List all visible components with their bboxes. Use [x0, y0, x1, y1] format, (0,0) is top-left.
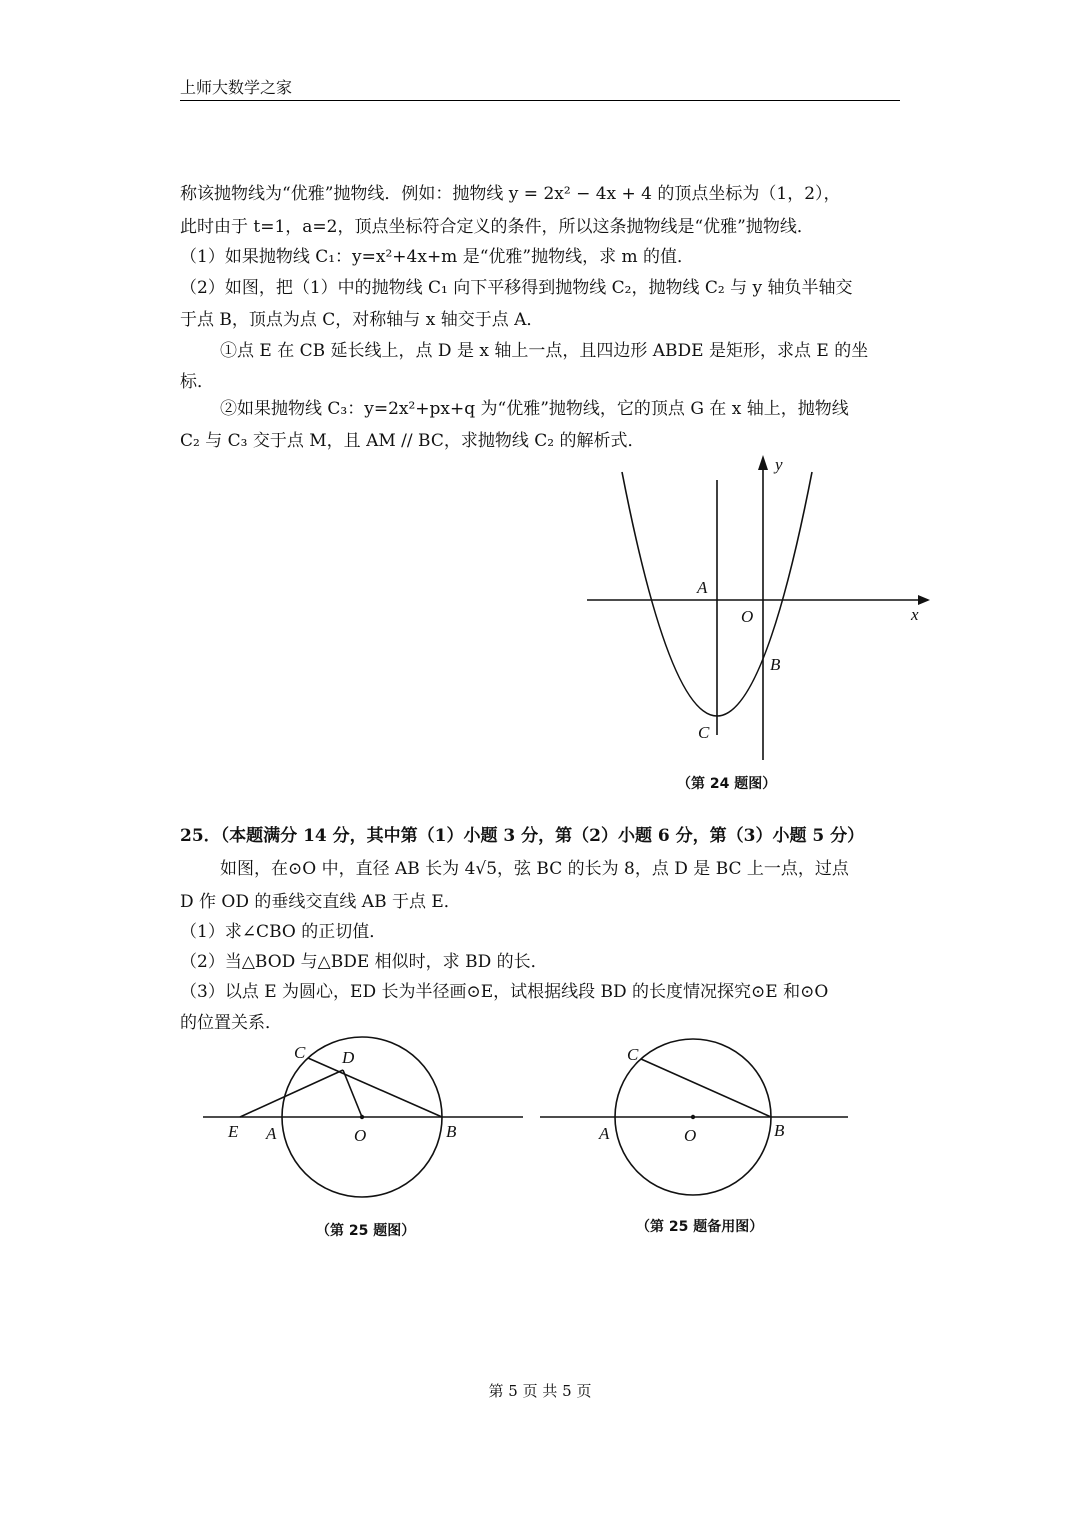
figure-24-caption: （第 24 题图） [677, 776, 777, 792]
figure-25-backup-caption: （第 25 题备用图） [636, 1219, 764, 1235]
segment-ed [240, 1070, 343, 1117]
x-axis-arrow [918, 595, 930, 605]
label-a: A [266, 1124, 277, 1143]
label-c: C [294, 1043, 306, 1062]
chord-bc [641, 1059, 771, 1117]
label-a: A [599, 1124, 610, 1143]
center-o [360, 1115, 364, 1119]
page-header [180, 78, 900, 101]
q24-line-3: （1）如果抛物线 C₁：y=x²+4x+m 是“优雅”抛物线，求 m 的值． [180, 247, 695, 267]
q25-line-1: 如图，在⊙O 中，直径 AB 长为 4√5，弦 BC 的长为 8，点 D 是 BC 上一点，过点 [220, 859, 849, 879]
figure-25-caption: （第 25 题图） [316, 1223, 416, 1239]
q24-line-2: 此时由于 t=1，a=2，顶点坐标符合定义的条件，所以这条抛物线是“优雅”抛物线． [180, 217, 814, 237]
q24-line-6: ①点 E 在 CB 延长线上，点 D 是 x 轴上一点，且四边形 ABDE 是矩形，求点 E 的坐 [220, 341, 869, 361]
q25-line-6: 的位置关系． [180, 1013, 282, 1033]
q25-heading: 25．（本题满分 14 分，其中第（1）小题 3 分，第（2）小题 6 分，第（3）小题 5 分） [180, 826, 865, 846]
label-a: A [697, 578, 708, 597]
label-o: O [354, 1126, 367, 1145]
figure-25 [195, 1035, 535, 1195]
center-o [691, 1115, 695, 1119]
label-o: O [684, 1126, 697, 1145]
header-title: 上师大数学之家 [180, 78, 293, 97]
q25-line-2: D 作 OD 的垂线交直线 AB 于点 E． [180, 892, 461, 912]
q24-line-7: 标． [180, 372, 214, 392]
label-d: D [342, 1048, 355, 1067]
label-o: O [741, 607, 754, 626]
y-axis-arrow [758, 455, 768, 470]
chord-bc [308, 1058, 442, 1117]
q24-line-9: C₂ 与 C₃ 交于点 M，且 AM // BC，求抛物线 C₂ 的解析式． [180, 431, 645, 451]
label-c: C [627, 1045, 639, 1064]
page-footer: 第 5 页 共 5 页 [488, 1382, 592, 1400]
q25-line-3: （1）求∠CBO 的正切值． [180, 922, 387, 942]
q25-line-5: （3）以点 E 为圆心，ED 长为半径画⊙E，试根据线段 BD 的长度情况探究⊙E 和⊙O [180, 982, 829, 1002]
q24-line-4: （2）如图，把（1）中的抛物线 C₁ 向下平移得到抛物线 C₂，抛物线 C₂ 与 y 轴负半轴交 [180, 278, 853, 298]
label-e: E [228, 1122, 239, 1141]
label-b: B [770, 655, 781, 674]
label-b: B [774, 1121, 785, 1140]
q25-line-4: （2）当△BOD 与△BDE 相似时，求 BD 的长． [180, 952, 548, 972]
q24-line-1: 称该抛物线为“优雅”抛物线．例如：抛物线 y = 2x² − 4x + 4 的顶点坐标为（1，2）， [180, 184, 841, 204]
figure-25-backup [535, 1035, 855, 1195]
label-y: y [775, 455, 783, 474]
figure-24 [580, 450, 940, 770]
label-x: x [911, 605, 919, 624]
label-c: C [698, 723, 710, 742]
q24-line-8: ②如果抛物线 C₃：y=2x²+px+q 为“优雅”抛物线，它的顶点 G 在 x 轴上，抛物线 [220, 399, 849, 419]
q24-line-5: 于点 B，顶点为点 C，对称轴与 x 轴交于点 A． [180, 310, 544, 330]
label-b: B [446, 1122, 457, 1141]
